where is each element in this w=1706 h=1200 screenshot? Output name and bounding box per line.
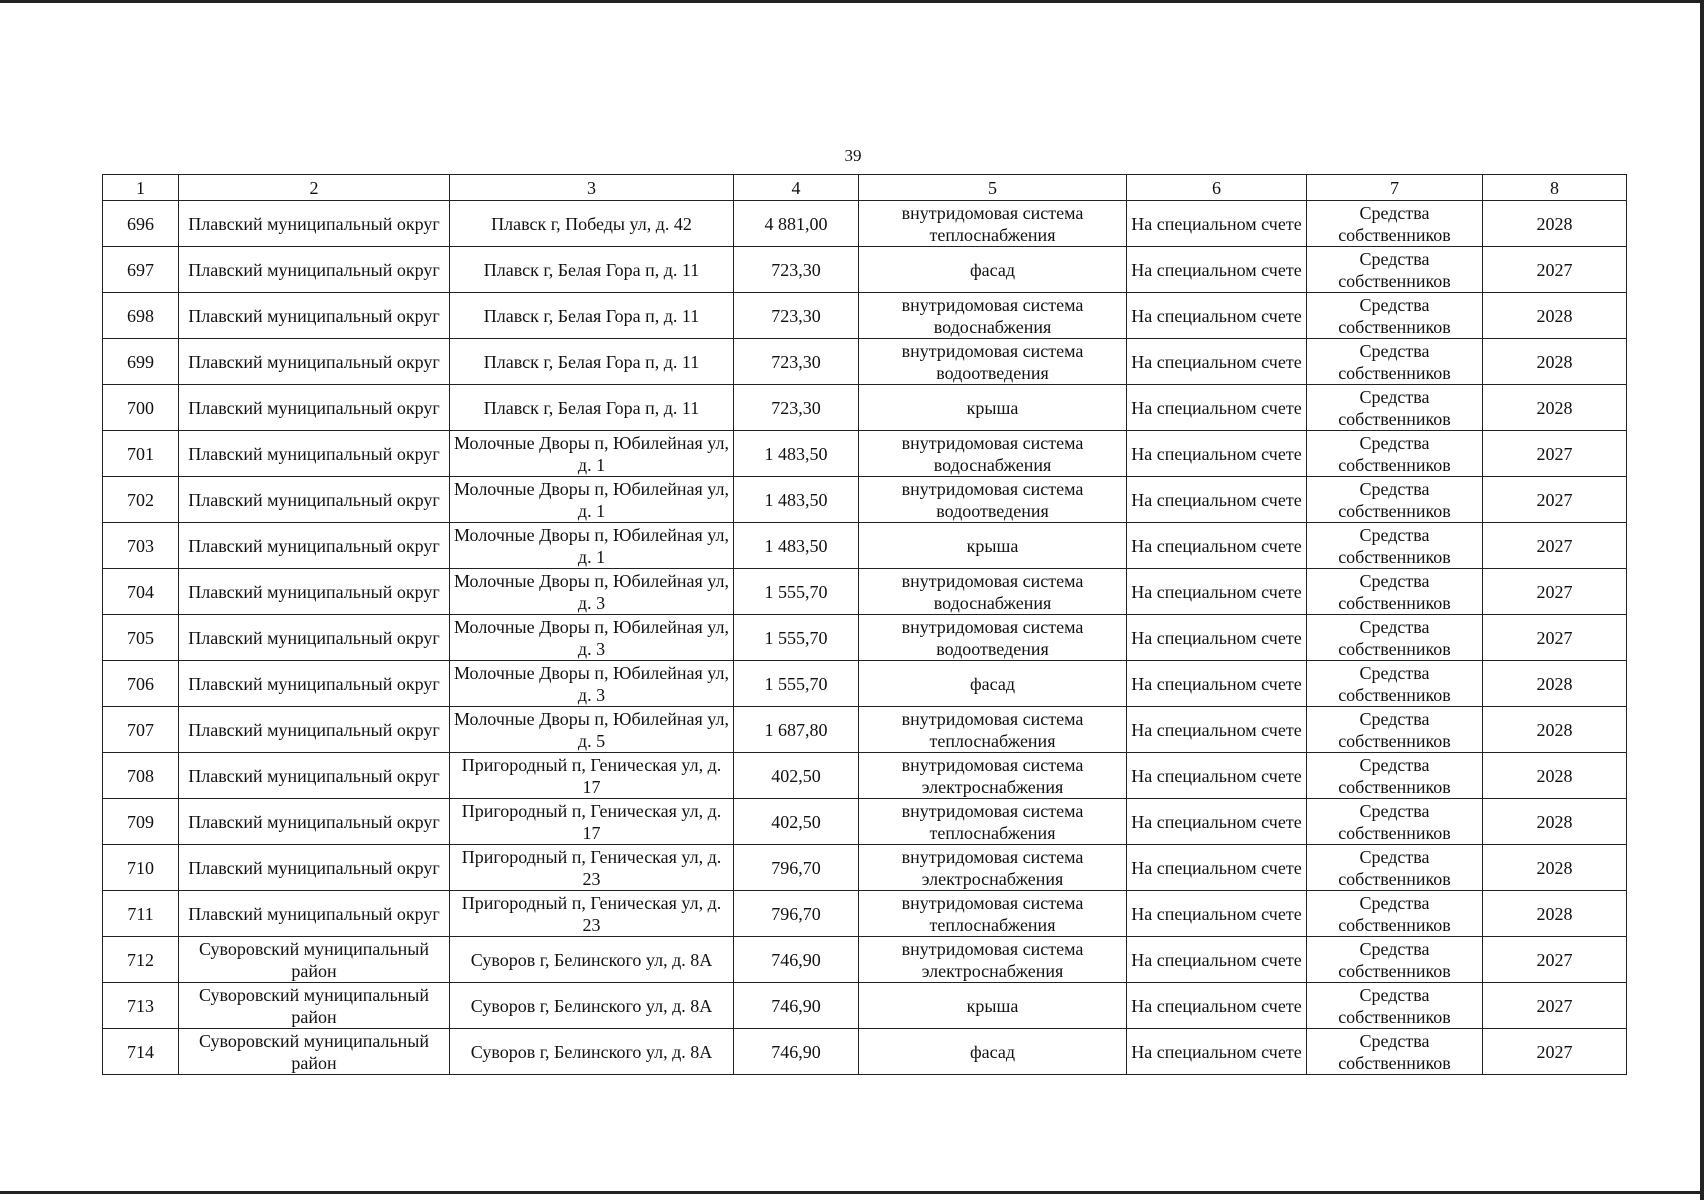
column-header: 2	[179, 175, 450, 201]
fund-account-cell: На специальном счете	[1127, 385, 1307, 431]
address-cell: Пригородный п, Геническая ул, д. 23	[450, 891, 734, 937]
address-cell: Плавск г, Белая Гора п, д. 11	[450, 339, 734, 385]
district-cell: Плавский муниципальный округ	[179, 569, 450, 615]
row-number-cell: 703	[103, 523, 179, 569]
row-number-cell: 709	[103, 799, 179, 845]
table-row	[103, 1029, 1627, 1075]
fund-account-cell: На специальном счете	[1127, 293, 1307, 339]
row-number-cell: 708	[103, 753, 179, 799]
district-cell: Суворовский муниципальный район	[179, 1029, 450, 1075]
funding-source-cell: Средства собственников	[1307, 845, 1483, 891]
district-cell: Плавский муниципальный округ	[179, 891, 450, 937]
district-cell: Плавский муниципальный округ	[179, 385, 450, 431]
row-number-cell: 701	[103, 431, 179, 477]
fund-account-cell: На специальном счете	[1127, 937, 1307, 983]
area-cell: 402,50	[734, 799, 859, 845]
area-cell: 796,70	[734, 891, 859, 937]
area-cell: 723,30	[734, 339, 859, 385]
row-number-cell: 704	[103, 569, 179, 615]
fund-account-cell: На специальном счете	[1127, 753, 1307, 799]
funding-source-cell: Средства собственников	[1307, 983, 1483, 1029]
fund-account-cell: На специальном счете	[1127, 707, 1307, 753]
funding-source-cell: Средства собственников	[1307, 201, 1483, 247]
address-cell: Плавск г, Победы ул, д. 42	[450, 201, 734, 247]
structural-element-cell: внутридомовая система водоснабжения	[859, 431, 1127, 477]
fund-account-cell: На специальном счете	[1127, 569, 1307, 615]
area-cell: 723,30	[734, 385, 859, 431]
column-header: 5	[859, 175, 1127, 201]
structural-element-cell: внутридомовая система электроснабжения	[859, 937, 1127, 983]
row-number-cell: 706	[103, 661, 179, 707]
planned-year-cell: 2028	[1483, 891, 1627, 937]
district-cell: Плавский муниципальный округ	[179, 799, 450, 845]
structural-element-cell: крыша	[859, 523, 1127, 569]
funding-source-cell: Средства собственников	[1307, 339, 1483, 385]
planned-year-cell: 2027	[1483, 937, 1627, 983]
address-cell: Плавск г, Белая Гора п, д. 11	[450, 293, 734, 339]
table-row	[103, 523, 1627, 569]
structural-element-cell: внутридомовая система водоснабжения	[859, 569, 1127, 615]
fund-account-cell: На специальном счете	[1127, 615, 1307, 661]
area-cell: 1 483,50	[734, 431, 859, 477]
structural-element-cell: внутридомовая система водоотведения	[859, 615, 1127, 661]
address-cell: Молочные Дворы п, Юбилейная ул, д. 5	[450, 707, 734, 753]
structural-element-cell: внутридомовая система водоснабжения	[859, 293, 1127, 339]
planned-year-cell: 2028	[1483, 385, 1627, 431]
district-cell: Плавский муниципальный округ	[179, 845, 450, 891]
table-row	[103, 477, 1627, 523]
table-row	[103, 937, 1627, 983]
funding-source-cell: Средства собственников	[1307, 707, 1483, 753]
address-cell: Пригородный п, Геническая ул, д. 23	[450, 845, 734, 891]
funding-source-cell: Средства собственников	[1307, 477, 1483, 523]
fund-account-cell: На специальном счете	[1127, 983, 1307, 1029]
scan-border-top	[0, 0, 1704, 3]
table-row	[103, 753, 1627, 799]
address-cell: Плавск г, Белая Гора п, д. 11	[450, 385, 734, 431]
row-number-cell: 698	[103, 293, 179, 339]
district-cell: Плавский муниципальный округ	[179, 523, 450, 569]
district-cell: Плавский муниципальный округ	[179, 661, 450, 707]
funding-source-cell: Средства собственников	[1307, 937, 1483, 983]
funding-source-cell: Средства собственников	[1307, 1029, 1483, 1075]
column-header: 8	[1483, 175, 1627, 201]
structural-element-cell: внутридомовая система электроснабжения	[859, 753, 1127, 799]
planned-year-cell: 2028	[1483, 845, 1627, 891]
table-row	[103, 431, 1627, 477]
funding-source-cell: Средства собственников	[1307, 431, 1483, 477]
planned-year-cell: 2028	[1483, 339, 1627, 385]
table-row	[103, 569, 1627, 615]
district-cell: Плавский муниципальный округ	[179, 477, 450, 523]
area-cell: 796,70	[734, 845, 859, 891]
planned-year-cell: 2027	[1483, 247, 1627, 293]
area-cell: 1 687,80	[734, 707, 859, 753]
structural-element-cell: внутридомовая система теплоснабжения	[859, 891, 1127, 937]
column-header: 4	[734, 175, 859, 201]
district-cell: Плавский муниципальный округ	[179, 293, 450, 339]
row-number-cell: 713	[103, 983, 179, 1029]
fund-account-cell: На специальном счете	[1127, 523, 1307, 569]
table-row	[103, 385, 1627, 431]
funding-source-cell: Средства собственников	[1307, 661, 1483, 707]
row-number-cell: 702	[103, 477, 179, 523]
planned-year-cell: 2028	[1483, 201, 1627, 247]
fund-account-cell: На специальном счете	[1127, 1029, 1307, 1075]
row-number-cell: 710	[103, 845, 179, 891]
structural-element-cell: фасад	[859, 247, 1127, 293]
district-cell: Плавский муниципальный округ	[179, 339, 450, 385]
structural-element-cell: крыша	[859, 983, 1127, 1029]
area-cell: 1 483,50	[734, 523, 859, 569]
structural-element-cell: фасад	[859, 1029, 1127, 1075]
district-cell: Суворовский муниципальный район	[179, 983, 450, 1029]
table-row	[103, 293, 1627, 339]
planned-year-cell: 2027	[1483, 1029, 1627, 1075]
fund-account-cell: На специальном счете	[1127, 247, 1307, 293]
table-row	[103, 983, 1627, 1029]
planned-year-cell: 2027	[1483, 983, 1627, 1029]
page-number: 39	[844, 146, 862, 165]
area-cell: 1 483,50	[734, 477, 859, 523]
funding-source-cell: Средства собственников	[1307, 615, 1483, 661]
funding-source-cell: Средства собственников	[1307, 247, 1483, 293]
area-cell: 746,90	[734, 937, 859, 983]
district-cell: Плавский муниципальный округ	[179, 247, 450, 293]
structural-element-cell: внутридомовая система электроснабжения	[859, 845, 1127, 891]
district-cell: Плавский муниципальный округ	[179, 753, 450, 799]
fund-account-cell: На специальном счете	[1127, 891, 1307, 937]
structural-element-cell: внутридомовая система теплоснабжения	[859, 201, 1127, 247]
address-cell: Плавск г, Белая Гора п, д. 11	[450, 247, 734, 293]
fund-account-cell: На специальном счете	[1127, 201, 1307, 247]
planned-year-cell: 2027	[1483, 431, 1627, 477]
table-row	[103, 845, 1627, 891]
column-header: 6	[1127, 175, 1307, 201]
row-number-cell: 714	[103, 1029, 179, 1075]
area-cell: 1 555,70	[734, 569, 859, 615]
area-cell: 746,90	[734, 983, 859, 1029]
row-number-cell: 700	[103, 385, 179, 431]
address-cell: Пригородный п, Геническая ул, д. 17	[450, 753, 734, 799]
planned-year-cell: 2028	[1483, 799, 1627, 845]
planned-year-cell: 2028	[1483, 661, 1627, 707]
fund-account-cell: На специальном счете	[1127, 431, 1307, 477]
area-cell: 402,50	[734, 753, 859, 799]
planned-year-cell: 2027	[1483, 523, 1627, 569]
row-number-cell: 696	[103, 201, 179, 247]
table-row	[103, 201, 1627, 247]
table-row	[103, 799, 1627, 845]
fund-account-cell: На специальном счете	[1127, 339, 1307, 385]
address-cell: Суворов г, Белинского ул, д. 8А	[450, 983, 734, 1029]
district-cell: Суворовский муниципальный район	[179, 937, 450, 983]
structural-element-cell: внутридомовая система водоотведения	[859, 339, 1127, 385]
area-cell: 4 881,00	[734, 201, 859, 247]
row-number-cell: 699	[103, 339, 179, 385]
row-number-cell: 707	[103, 707, 179, 753]
column-header: 1	[103, 175, 179, 201]
structural-element-cell: крыша	[859, 385, 1127, 431]
planned-year-cell: 2028	[1483, 707, 1627, 753]
row-number-cell: 711	[103, 891, 179, 937]
structural-element-cell: внутридомовая система водоотведения	[859, 477, 1127, 523]
area-cell: 1 555,70	[734, 661, 859, 707]
address-cell: Молочные Дворы п, Юбилейная ул, д. 3	[450, 569, 734, 615]
funding-source-cell: Средства собственников	[1307, 293, 1483, 339]
planned-year-cell: 2027	[1483, 477, 1627, 523]
planned-year-cell: 2028	[1483, 293, 1627, 339]
structural-element-cell: фасад	[859, 661, 1127, 707]
column-header: 3	[450, 175, 734, 201]
address-cell: Пригородный п, Геническая ул, д. 17	[450, 799, 734, 845]
fund-account-cell: На специальном счете	[1127, 799, 1307, 845]
fund-account-cell: На специальном счете	[1127, 477, 1307, 523]
area-cell: 1 555,70	[734, 615, 859, 661]
funding-source-cell: Средства собственников	[1307, 799, 1483, 845]
table-row	[103, 707, 1627, 753]
table-row	[103, 661, 1627, 707]
funding-source-cell: Средства собственников	[1307, 385, 1483, 431]
address-cell: Молочные Дворы п, Юбилейная ул, д. 1	[450, 523, 734, 569]
table-row	[103, 891, 1627, 937]
register-table	[102, 174, 1627, 1075]
structural-element-cell: внутридомовая система теплоснабжения	[859, 707, 1127, 753]
district-cell: Плавский муниципальный округ	[179, 615, 450, 661]
funding-source-cell: Средства собственников	[1307, 891, 1483, 937]
funding-source-cell: Средства собственников	[1307, 523, 1483, 569]
district-cell: Плавский муниципальный округ	[179, 201, 450, 247]
row-number-cell: 705	[103, 615, 179, 661]
scan-border-bottom	[0, 1191, 1704, 1194]
table-row	[103, 339, 1627, 385]
scan-border-right	[1700, 0, 1704, 1200]
address-cell: Молочные Дворы п, Юбилейная ул, д. 3	[450, 615, 734, 661]
area-cell: 746,90	[734, 1029, 859, 1075]
address-cell: Молочные Дворы п, Юбилейная ул, д. 1	[450, 431, 734, 477]
row-number-cell: 697	[103, 247, 179, 293]
fund-account-cell: На специальном счете	[1127, 661, 1307, 707]
planned-year-cell: 2028	[1483, 753, 1627, 799]
address-cell: Молочные Дворы п, Юбилейная ул, д. 1	[450, 477, 734, 523]
row-number-cell: 712	[103, 937, 179, 983]
district-cell: Плавский муниципальный округ	[179, 431, 450, 477]
table-row	[103, 247, 1627, 293]
address-cell: Суворов г, Белинского ул, д. 8А	[450, 1029, 734, 1075]
structural-element-cell: внутридомовая система теплоснабжения	[859, 799, 1127, 845]
header-row	[103, 175, 1627, 201]
funding-source-cell: Средства собственников	[1307, 569, 1483, 615]
funding-source-cell: Средства собственников	[1307, 753, 1483, 799]
fund-account-cell: На специальном счете	[1127, 845, 1307, 891]
planned-year-cell: 2027	[1483, 569, 1627, 615]
planned-year-cell: 2027	[1483, 615, 1627, 661]
column-header: 7	[1307, 175, 1483, 201]
area-cell: 723,30	[734, 247, 859, 293]
address-cell: Молочные Дворы п, Юбилейная ул, д. 3	[450, 661, 734, 707]
address-cell: Суворов г, Белинского ул, д. 8А	[450, 937, 734, 983]
table-row	[103, 615, 1627, 661]
district-cell: Плавский муниципальный округ	[179, 707, 450, 753]
area-cell: 723,30	[734, 293, 859, 339]
